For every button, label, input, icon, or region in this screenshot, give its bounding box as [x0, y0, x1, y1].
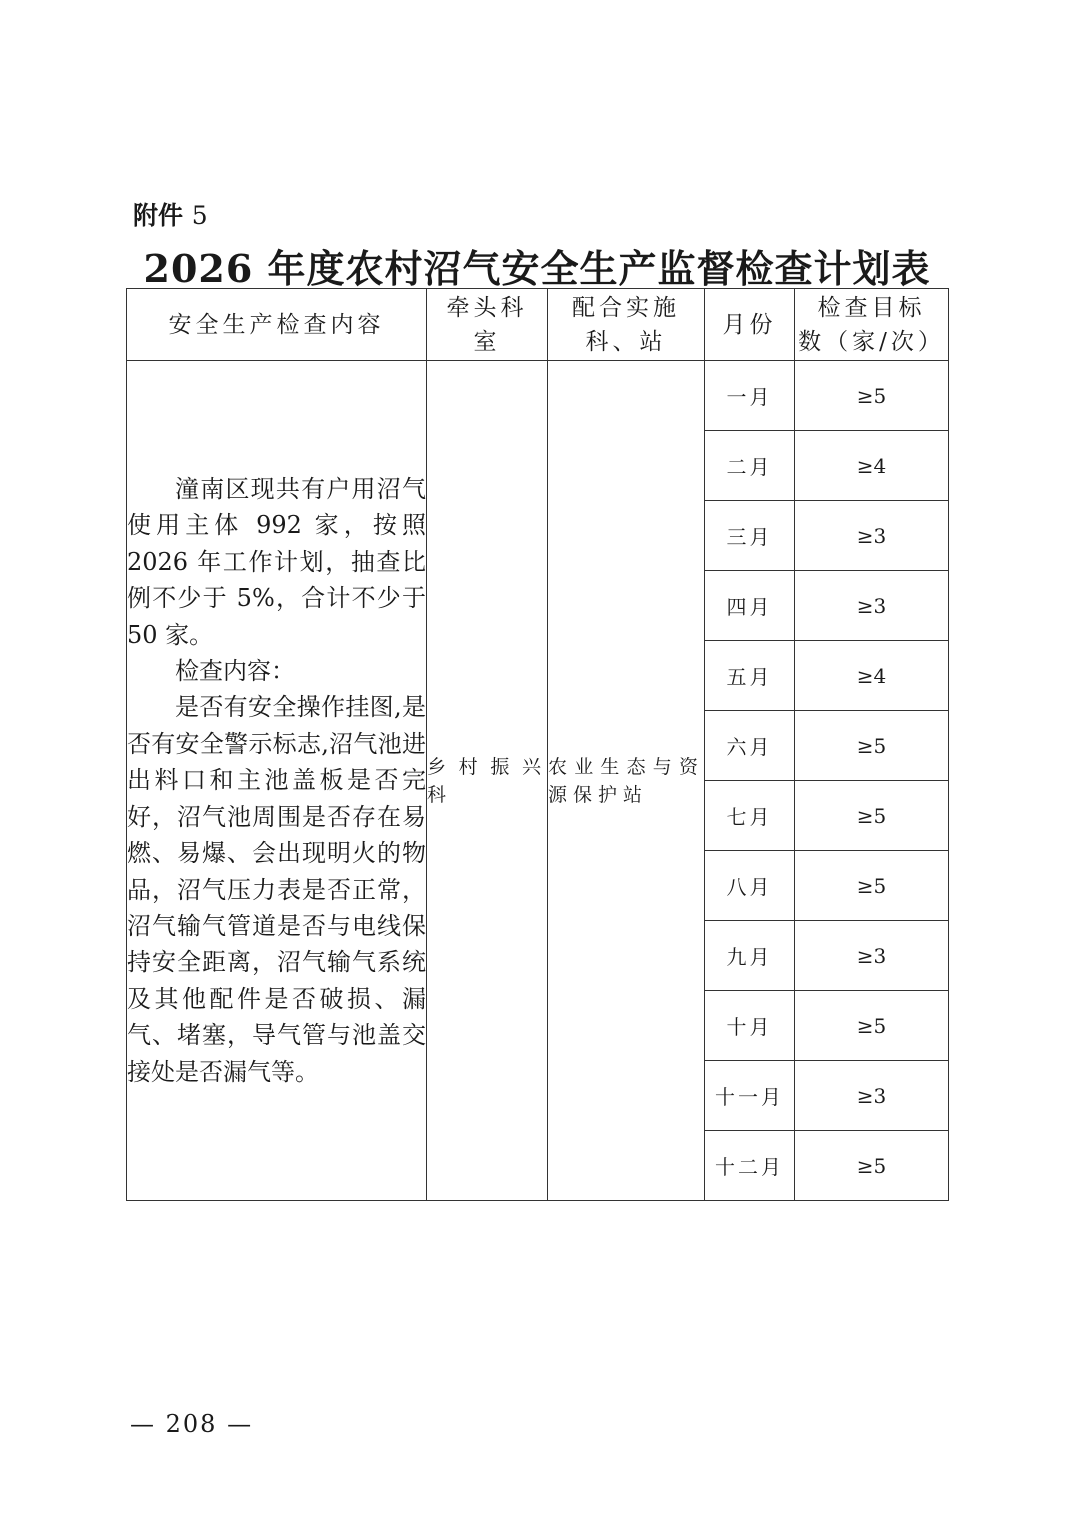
content-paragraph: 检查内容：	[175, 657, 295, 686]
content-paragraph: 是否有安全操作挂图,是否有安全警示标志,沼气池进出料口和主池盖板是否完好，沼气池周围是否存在易燃、易爆、会出现明火的物品，沼气压力表是否正常，沼气输气管道是否与电线保持安全距离，沼气输气系统及其他配件是否破损、漏气、堵塞，导气管与池盖交接处是否漏气等。	[127, 693, 426, 1086]
month-cell: 十二月	[705, 1131, 795, 1201]
month-cell: 五月	[705, 641, 795, 711]
inspection-content-cell	[127, 361, 427, 1201]
header-coop-dept: 配合实施 科、站	[548, 289, 705, 361]
target-cell: ≥5	[795, 361, 949, 431]
target-cell: ≥3	[795, 501, 949, 571]
lead-dept-cell	[427, 361, 548, 1201]
target-cell: ≥5	[795, 781, 949, 851]
month-cell: 一月	[705, 361, 795, 431]
target-cell: ≥5	[795, 1131, 949, 1201]
page-number: — 208 —	[130, 1410, 254, 1438]
month-cell: 四月	[705, 571, 795, 641]
target-cell: ≥4	[795, 641, 949, 711]
inspection-plan-table	[126, 288, 949, 1201]
month-cell: 八月	[705, 851, 795, 921]
coop-dept-cell	[548, 361, 705, 1201]
target-cell: ≥5	[795, 991, 949, 1061]
month-cell: 三月	[705, 501, 795, 571]
content-paragraph: 潼南区现共有户用沼气使用主体 992 家，按照 2026 年工作计划，抽查比例不少于 5%，合计不少于 50 家。	[127, 475, 426, 649]
header-month: 月份	[705, 289, 795, 361]
attachment-label	[133, 196, 208, 232]
lead-dept-text: 乡村振兴科	[427, 755, 547, 806]
month-cell: 六月	[705, 711, 795, 781]
target-cell: ≥5	[795, 851, 949, 921]
target-cell: ≥3	[795, 1061, 949, 1131]
page-title: 2026 年度农村沼气安全生产监督检查计划表	[143, 246, 931, 291]
target-cell: ≥3	[795, 571, 949, 641]
month-cell: 七月	[705, 781, 795, 851]
month-cell: 十一月	[705, 1061, 795, 1131]
month-cell: 十月	[705, 991, 795, 1061]
table-header-row	[127, 289, 949, 361]
month-cell: 二月	[705, 431, 795, 501]
coop-dept-text: 农业生态与资源保护站	[548, 755, 704, 806]
month-cell: 九月	[705, 921, 795, 991]
header-content: 安全生产检查内容	[127, 289, 427, 361]
attachment-number: 5	[191, 201, 208, 230]
header-lead-dept: 牵头科 室	[427, 289, 548, 361]
header-target: 检查目标 数（家/次）	[795, 289, 949, 361]
table-row	[127, 361, 949, 431]
attachment-word: 附件	[133, 201, 184, 230]
target-cell: ≥5	[795, 711, 949, 781]
target-cell: ≥4	[795, 431, 949, 501]
target-cell: ≥3	[795, 921, 949, 991]
